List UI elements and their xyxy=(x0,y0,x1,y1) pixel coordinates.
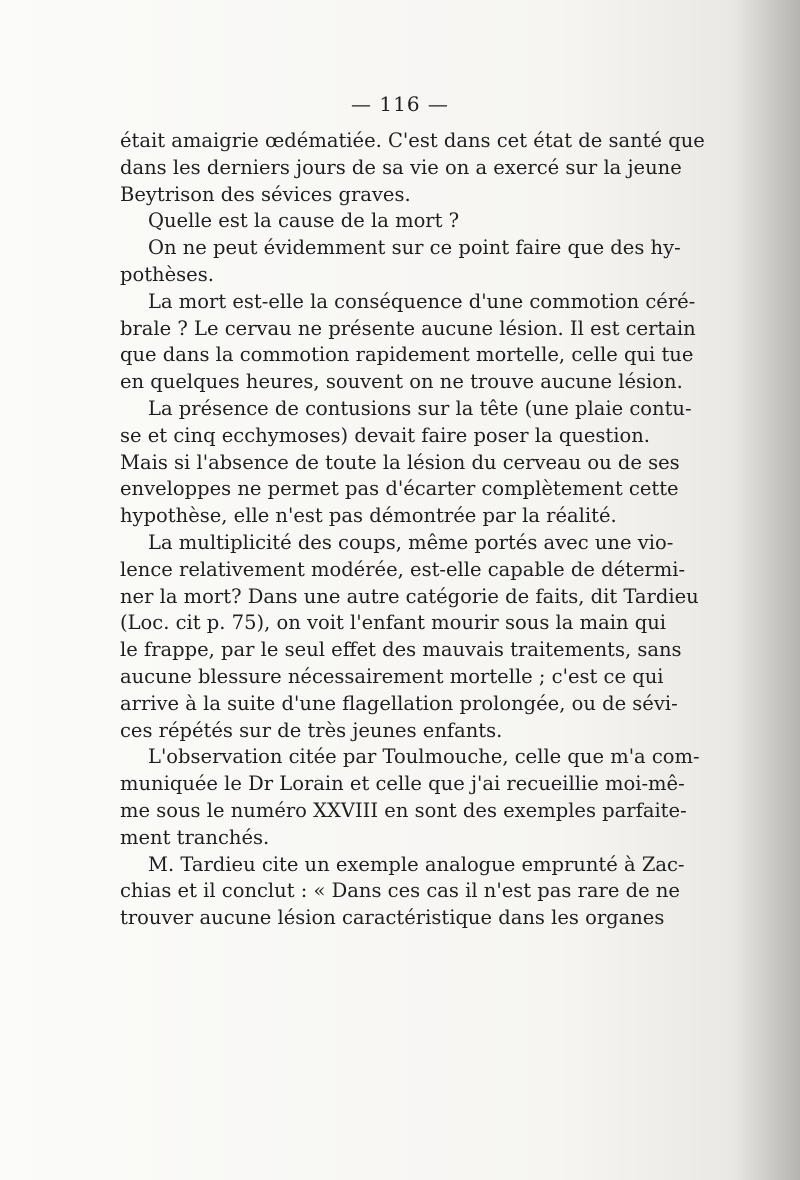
text-line: brale ? Le cervau ne présente aucune lésion. Il est certain xyxy=(120,316,696,340)
text-line: lence relativement modérée, est-elle capable de détermi- xyxy=(120,557,686,581)
body-text xyxy=(120,128,705,932)
text-line: La multiplicité des coups, même portés avec une vio- xyxy=(148,530,674,554)
text-line: hypothèse, elle n'est pas démontrée par la réalité. xyxy=(120,504,617,528)
text-line: ces répétés sur de très jeunes enfants. xyxy=(120,718,503,742)
page-number: — 116 — xyxy=(351,92,449,116)
text-line: trouver aucune lésion caractéristique dans les organes xyxy=(120,906,665,930)
text-line: en quelques heures, souvent on ne trouve aucune lésion. xyxy=(120,370,683,394)
page-edge-shadow xyxy=(730,0,800,1180)
text-line: La mort est-elle la conséquence d'une commotion céré- xyxy=(148,289,696,313)
text-line: ment tranchés. xyxy=(120,825,270,849)
text-line: que dans la commotion rapidement mortelle, celle qui tue xyxy=(120,343,694,367)
text-line: enveloppes ne permet pas d'écarter complètement cette xyxy=(120,477,679,501)
text-line: pothèses. xyxy=(120,262,214,286)
text-line: muniquée le Dr Lorain et celle que j'ai recueillie moi-mê- xyxy=(120,772,685,796)
text-line: On ne peut évidemment sur ce point faire que des hy- xyxy=(148,236,681,260)
text-line: La présence de contusions sur la tête (une plaie contu- xyxy=(148,396,692,420)
text-line: aucune blessure nécessairement mortelle ; c'est ce qui xyxy=(120,664,664,688)
text-line: Mais si l'absence de toute la lésion du cerveau ou de ses xyxy=(120,450,680,474)
text-line: ner la mort? Dans une autre catégorie de faits, dit Tardieu xyxy=(120,584,699,608)
text-line: le frappe, par le seul effet des mauvais traitements, sans xyxy=(120,638,682,662)
text-line: Beytrison des sévices graves. xyxy=(120,182,411,206)
text-line: M. Tardieu cite un exemple analogue emprunté à Zac- xyxy=(148,852,685,876)
text-line: Quelle est la cause de la mort ? xyxy=(148,209,460,233)
text-line: (Loc. cit p. 75), on voit l'enfant mourir sous la main qui xyxy=(120,611,666,635)
text-line: était amaigrie œdématiée. C'est dans cet état de santé que xyxy=(120,129,705,152)
text-line: dans les derniers jours de sa vie on a exercé sur la jeune xyxy=(120,155,682,179)
text-line: chias et il conclut : « Dans ces cas il n'est pas rare de ne xyxy=(120,879,680,903)
text-line: L'observation citée par Toulmouche, celle que m'a com- xyxy=(148,745,700,769)
text-line: arrive à la suite d'une flagellation prolongée, ou de sévi- xyxy=(120,691,678,715)
text-line: me sous le numéro XXVIII en sont des exemples parfaite- xyxy=(120,798,687,822)
text-line: se et cinq ecchymoses) devait faire poser la question. xyxy=(120,423,650,447)
